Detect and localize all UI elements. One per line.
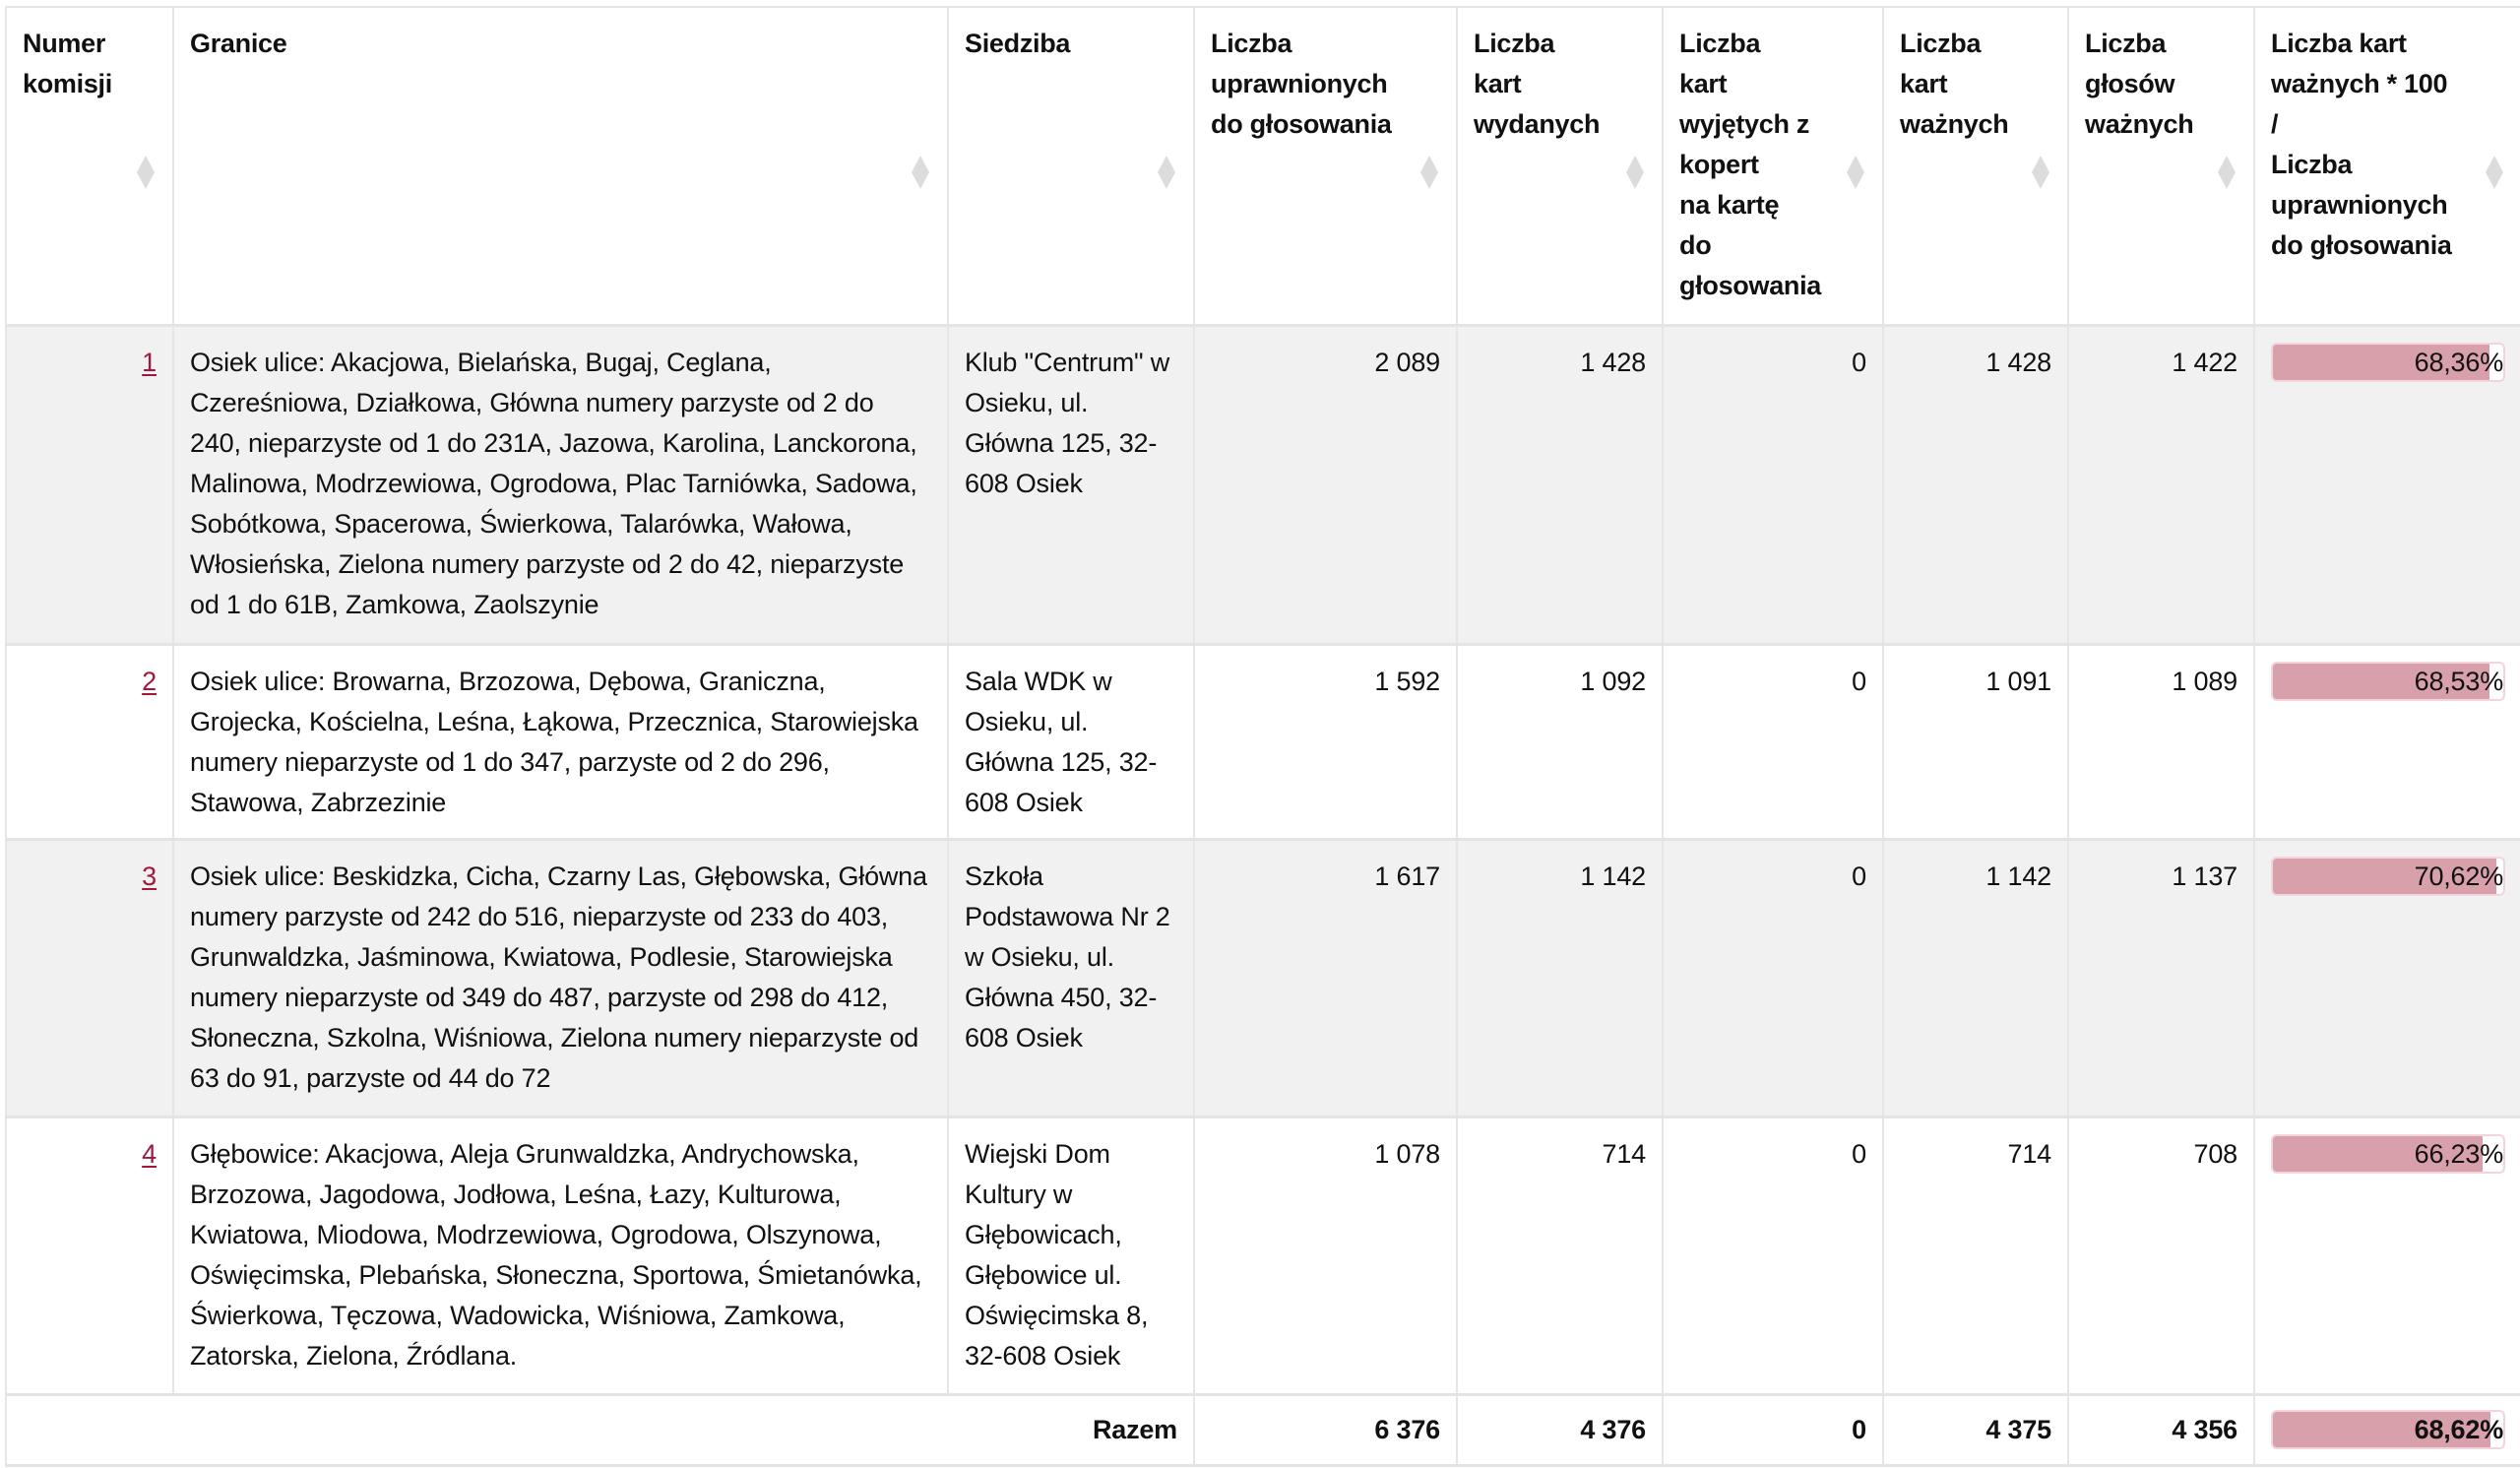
column-header-label: Liczba kart ważnych (1900, 29, 2009, 139)
total-wydanych: 4 376 (1457, 1394, 1663, 1465)
column-header-label: Liczba uprawnionych do głosowania (1211, 29, 1392, 139)
column-header-glosow-waznych[interactable] (2068, 7, 2254, 325)
cell-kart-waznych: 1 142 (1883, 839, 2068, 1117)
cell-uprawnionych: 1 617 (1194, 839, 1457, 1117)
cell-uprawnionych: 2 089 (1194, 325, 1457, 644)
commission-link[interactable]: 3 (142, 861, 157, 891)
column-header-frekwencja[interactable] (2254, 7, 2520, 325)
table-row (6, 644, 2520, 839)
cell-uprawnionych: 1 078 (1194, 1117, 1457, 1394)
cell-granice: Osiek ulice: Beskidzka, Cicha, Czarny Las, Głębowska, Główna numery parzyste od 242 do 516, nieparzyste od 233 do 403, Grunwaldzka, Jaśminowa, Kwiatowa, Podlesie, Starowiejska numery nieparzyste od 349 do 487, parzyste od 298 do 412, Słoneczna, Szkolna, Wiśniowa, Zielona numery nieparzyste od 63 do 91, parzyste od 44 do 72 (173, 839, 948, 1117)
cell-wyjetych: 0 (1663, 325, 1883, 644)
percentage-value: 68,53% (2414, 666, 2503, 696)
cell-wydanych: 1 092 (1457, 644, 1663, 839)
column-header-kart-wydanych[interactable] (1457, 7, 1663, 325)
commission-link[interactable]: 2 (142, 666, 157, 696)
cell-numer (6, 644, 173, 839)
total-kart-waznych: 4 375 (1883, 1394, 2068, 1465)
column-header-granice[interactable] (173, 7, 948, 325)
percentage-bar (2271, 1410, 2505, 1449)
sort-icon[interactable] (137, 156, 155, 189)
cell-glosow-waznych: 708 (2068, 1117, 2254, 1394)
header-row (6, 7, 2520, 325)
cell-frekwencja (2254, 839, 2520, 1117)
total-glosow-waznych: 4 356 (2068, 1394, 2254, 1465)
cell-numer (6, 1117, 173, 1394)
cell-granice: Osiek ulice: Akacjowa, Bielańska, Bugaj, Ceglana, Czereśniowa, Działkowa, Główna numery parzyste od 2 do 240, nieparzyste od 1 do 231A, Jazowa, Karolina, Lanckorona, Malinowa, Modrzewiowa, Ogrodowa, Plac Tarniówka, Sadowa, Sobótkowa, Spacerowa, Świerkowa, Talarówka, Wałowa, Włosieńska, Zielona numery parzyste od 2 do 42, nieparzyste od 1 do 61B, Zamkowa, Zaolszynie (173, 325, 948, 644)
percentage-value: 70,62% (2414, 861, 2503, 891)
total-label: Razem (6, 1394, 1194, 1465)
column-header-label: Siedziba (965, 29, 1071, 58)
sort-icon[interactable] (2486, 156, 2503, 189)
percentage-value: 68,62% (2414, 1414, 2503, 1444)
cell-wyjetych: 0 (1663, 644, 1883, 839)
cell-siedziba: Szkoła Podstawowa Nr 2 w Osieku, ul. Główna 450, 32-608 Osiek (948, 839, 1194, 1117)
sort-icon[interactable] (1420, 156, 1438, 189)
cell-numer (6, 839, 173, 1117)
cell-frekwencja (2254, 325, 2520, 644)
cell-uprawnionych: 1 592 (1194, 644, 1457, 839)
column-header-numer-komisji[interactable] (6, 7, 173, 325)
sort-icon[interactable] (1158, 156, 1175, 189)
total-row (6, 1394, 2520, 1465)
cell-kart-waznych: 714 (1883, 1117, 2068, 1394)
cell-granice: Głębowice: Akacjowa, Aleja Grunwaldzka, Andrychowska, Brzozowa, Jagodowa, Jodłowa, Leśna, Łazy, Kulturowa, Kwiatowa, Miodowa, Modrzewiowa, Ogrodowa, Olszynowa, Oświęcimska, Plebańska, Słoneczna, Sportowa, Śmietanówka, Świerkowa, Tęczowa, Wadowicka, Wiśniowa, Zamkowa, Zatorska, Zielona, Źródlana. (173, 1117, 948, 1394)
cell-glosow-waznych: 1 137 (2068, 839, 2254, 1117)
cell-glosow-waznych: 1 089 (2068, 644, 2254, 839)
cell-glosow-waznych: 1 422 (2068, 325, 2254, 644)
column-header-kart-wyjetych[interactable] (1663, 7, 1883, 325)
column-header-label: Liczba głosów ważnych (2085, 29, 2194, 139)
cell-wydanych: 714 (1457, 1117, 1663, 1394)
cell-siedziba: Sala WDK w Osieku, ul. Główna 125, 32-608 Osiek (948, 644, 1194, 839)
commission-link[interactable]: 4 (142, 1138, 157, 1169)
column-header-label: Liczba kart wydanych (1474, 29, 1601, 139)
column-header-uprawnionych[interactable] (1194, 7, 1457, 325)
cell-wydanych: 1 428 (1457, 325, 1663, 644)
percentage-value: 66,23% (2414, 1138, 2503, 1169)
percentage-bar (2271, 343, 2505, 382)
percentage-bar (2271, 857, 2505, 896)
sort-icon[interactable] (912, 156, 929, 189)
cell-frekwencja (2254, 1117, 2520, 1394)
cell-wyjetych: 0 (1663, 1117, 1883, 1394)
cell-numer (6, 325, 173, 644)
column-header-siedziba[interactable] (948, 7, 1194, 325)
sort-icon[interactable] (1626, 156, 1644, 189)
table-row (6, 325, 2520, 644)
total-wyjetych: 0 (1663, 1394, 1883, 1465)
total-frekwencja (2254, 1394, 2520, 1465)
column-header-label: Granice (190, 29, 287, 58)
cell-frekwencja (2254, 644, 2520, 839)
cell-granice: Osiek ulice: Browarna, Brzozowa, Dębowa, Graniczna, Grojecka, Kościelna, Leśna, Łąkowa, Przecznica, Starowiejska numery nieparzyste od 1 do 347, parzyste od 2 do 296, Stawowa, Zabrzezinie (173, 644, 948, 839)
column-header-label: Numer komisji (23, 29, 112, 98)
column-header-label: Liczba kart ważnych * 100 / Liczba uprawnionych do głosowania (2271, 29, 2452, 260)
column-header-kart-waznych[interactable] (1883, 7, 2068, 325)
results-table (5, 6, 2520, 1467)
sort-icon[interactable] (1847, 156, 1864, 189)
column-header-label: Liczba kart wyjętych z kopert na kartę do głosowania (1679, 29, 1822, 300)
table-row (6, 839, 2520, 1117)
sort-icon[interactable] (2032, 156, 2049, 189)
table-row (6, 1117, 2520, 1394)
percentage-bar (2271, 1134, 2505, 1174)
percentage-value: 68,36% (2414, 347, 2503, 377)
cell-wydanych: 1 142 (1457, 839, 1663, 1117)
sort-icon[interactable] (2218, 156, 2236, 189)
cell-kart-waznych: 1 091 (1883, 644, 2068, 839)
cell-wyjetych: 0 (1663, 839, 1883, 1117)
cell-siedziba: Wiejski Dom Kultury w Głębowicach, Głębowice ul. Oświęcimska 8, 32-608 Osiek (948, 1117, 1194, 1394)
cell-siedziba: Klub "Centrum" w Osieku, ul. Główna 125, 32-608 Osiek (948, 325, 1194, 644)
total-uprawnionych: 6 376 (1194, 1394, 1457, 1465)
commission-link[interactable]: 1 (142, 347, 157, 377)
cell-kart-waznych: 1 428 (1883, 325, 2068, 644)
percentage-bar (2271, 662, 2505, 701)
